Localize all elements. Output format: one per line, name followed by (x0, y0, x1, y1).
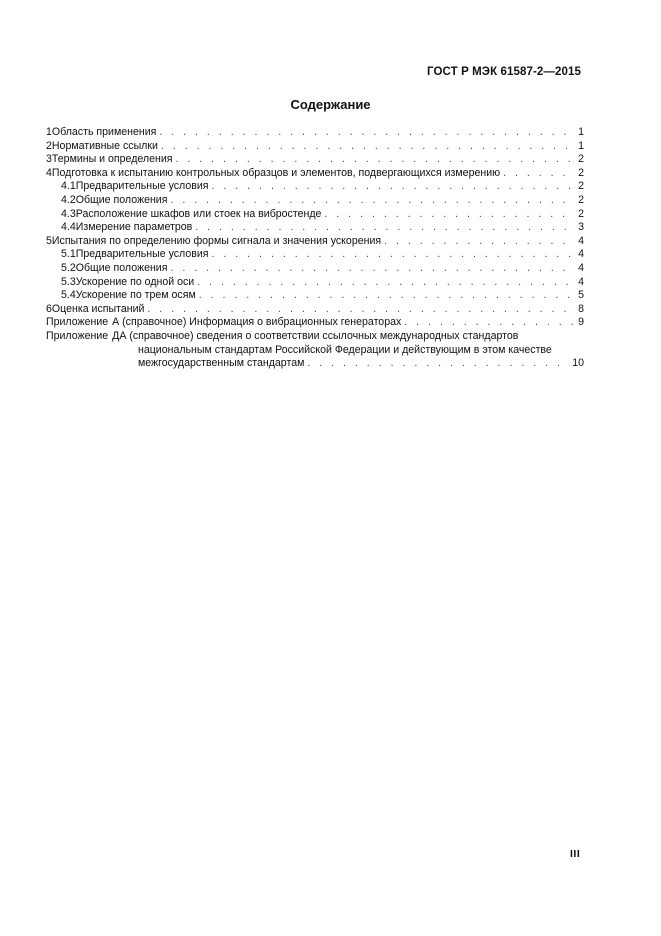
toc-entry-5-1[interactable] (46, 248, 584, 262)
toc-number: 5 (46, 234, 52, 247)
toc-entry-2[interactable] (46, 140, 584, 154)
toc-page: 2 (578, 193, 584, 206)
toc-page: 4 (578, 234, 584, 247)
toc-number: 6 (46, 302, 52, 315)
toc-leader (212, 248, 574, 262)
table-of-contents (46, 126, 584, 371)
toc-label: Ускорение по трем осям (75, 289, 196, 302)
toc-page: 1 (578, 126, 584, 138)
toc-entry-6[interactable] (46, 303, 584, 317)
toc-entry-4[interactable] (46, 167, 584, 181)
toc-leader (212, 180, 574, 194)
page-title: Содержание (290, 97, 371, 112)
toc-number: 1 (46, 126, 52, 138)
toc-leader (170, 194, 574, 208)
toc-label: Общие положения (75, 193, 168, 206)
toc-page: 10 (572, 357, 584, 370)
toc-label: Ускорение по одной оси (75, 275, 195, 288)
appendix-label-line3: межгосударственным стандартам (138, 357, 305, 370)
toc-entry-4-3[interactable] (46, 208, 584, 222)
toc-leader (159, 126, 574, 140)
toc-leader (195, 221, 574, 235)
toc-leader (176, 153, 574, 167)
toc-entry-1[interactable] (46, 126, 584, 140)
toc-entry-4-2[interactable] (46, 194, 584, 208)
toc-label: Расположение шкафов или стоек на вибростенде (75, 207, 322, 220)
toc-label: Термины и определения (51, 153, 173, 166)
toc-entry-5[interactable] (46, 235, 584, 249)
toc-page: 1 (578, 139, 584, 152)
toc-label: Подготовка к испытанию контрольных образцов и элементов, подвергающихся измерению (51, 166, 501, 179)
toc-leader (197, 276, 574, 290)
toc-page: 2 (578, 207, 584, 220)
toc-leader (503, 167, 574, 181)
toc-number: 3 (46, 153, 52, 166)
appendix-label: А (справочное) Информация о вибрационных генераторах (112, 316, 402, 329)
toc-number: 5.4 (61, 289, 76, 302)
toc-number: 4.1 (61, 180, 76, 193)
toc-number: 4.2 (61, 193, 76, 206)
toc-label: Нормативные ссылки (51, 139, 158, 152)
toc-entry-3[interactable] (46, 153, 584, 167)
toc-page: 2 (578, 166, 584, 179)
toc-leader (199, 289, 574, 303)
toc-entry-4-4[interactable] (46, 221, 584, 235)
page-number: III (570, 848, 581, 860)
toc-label: Измерение параметров (75, 221, 193, 234)
toc-page: 5 (578, 289, 584, 302)
toc-number: 5.1 (61, 248, 76, 261)
document-code: ГОСТ Р МЭК 61587-2—2015 (427, 66, 581, 78)
appendix-prefix: Приложение (46, 316, 109, 329)
toc-entry-5-4[interactable] (46, 289, 584, 303)
toc-leader (384, 235, 574, 249)
toc-page: 3 (578, 221, 584, 234)
toc-page: 2 (578, 180, 584, 193)
toc-number: 5.2 (61, 261, 76, 274)
toc-leader (147, 303, 574, 317)
toc-appendix-a[interactable] (46, 316, 584, 330)
appendix-label-line2: национальным стандартам Российской Федерации и действующим в этом качестве (138, 343, 552, 356)
toc-leader (324, 208, 574, 222)
toc-label: Оценка испытаний (51, 302, 145, 315)
toc-label: Предварительные условия (75, 248, 209, 261)
toc-page: 2 (578, 153, 584, 166)
toc-page: 8 (578, 302, 584, 315)
appendix-prefix: Приложение (46, 329, 109, 342)
toc-entry-5-2[interactable] (46, 262, 584, 276)
toc-label: Область применения (51, 126, 157, 138)
toc-number: 4.4 (61, 221, 76, 234)
toc-label: Испытания по определению формы сигнала и значения ускорения (51, 234, 382, 247)
toc-appendix-da[interactable] (46, 330, 584, 371)
toc-leader (307, 357, 570, 371)
toc-leader (161, 140, 574, 154)
toc-number: 5.3 (61, 275, 76, 288)
toc-label: Общие положения (75, 261, 168, 274)
toc-leader (404, 316, 574, 330)
toc-page: 4 (578, 248, 584, 261)
toc-page: 4 (578, 261, 584, 274)
toc-page: 9 (578, 316, 584, 329)
appendix-label-line1: ДА (справочное) сведения о соответствии ссылочных международных стандартов (112, 329, 519, 342)
toc-label: Предварительные условия (75, 180, 209, 193)
toc-number: 2 (46, 139, 52, 152)
toc-leader (170, 262, 574, 276)
toc-number: 4 (46, 166, 52, 179)
toc-page: 4 (578, 275, 584, 288)
toc-entry-5-3[interactable] (46, 276, 584, 290)
toc-number: 4.3 (61, 207, 76, 220)
toc-entry-4-1[interactable] (46, 180, 584, 194)
